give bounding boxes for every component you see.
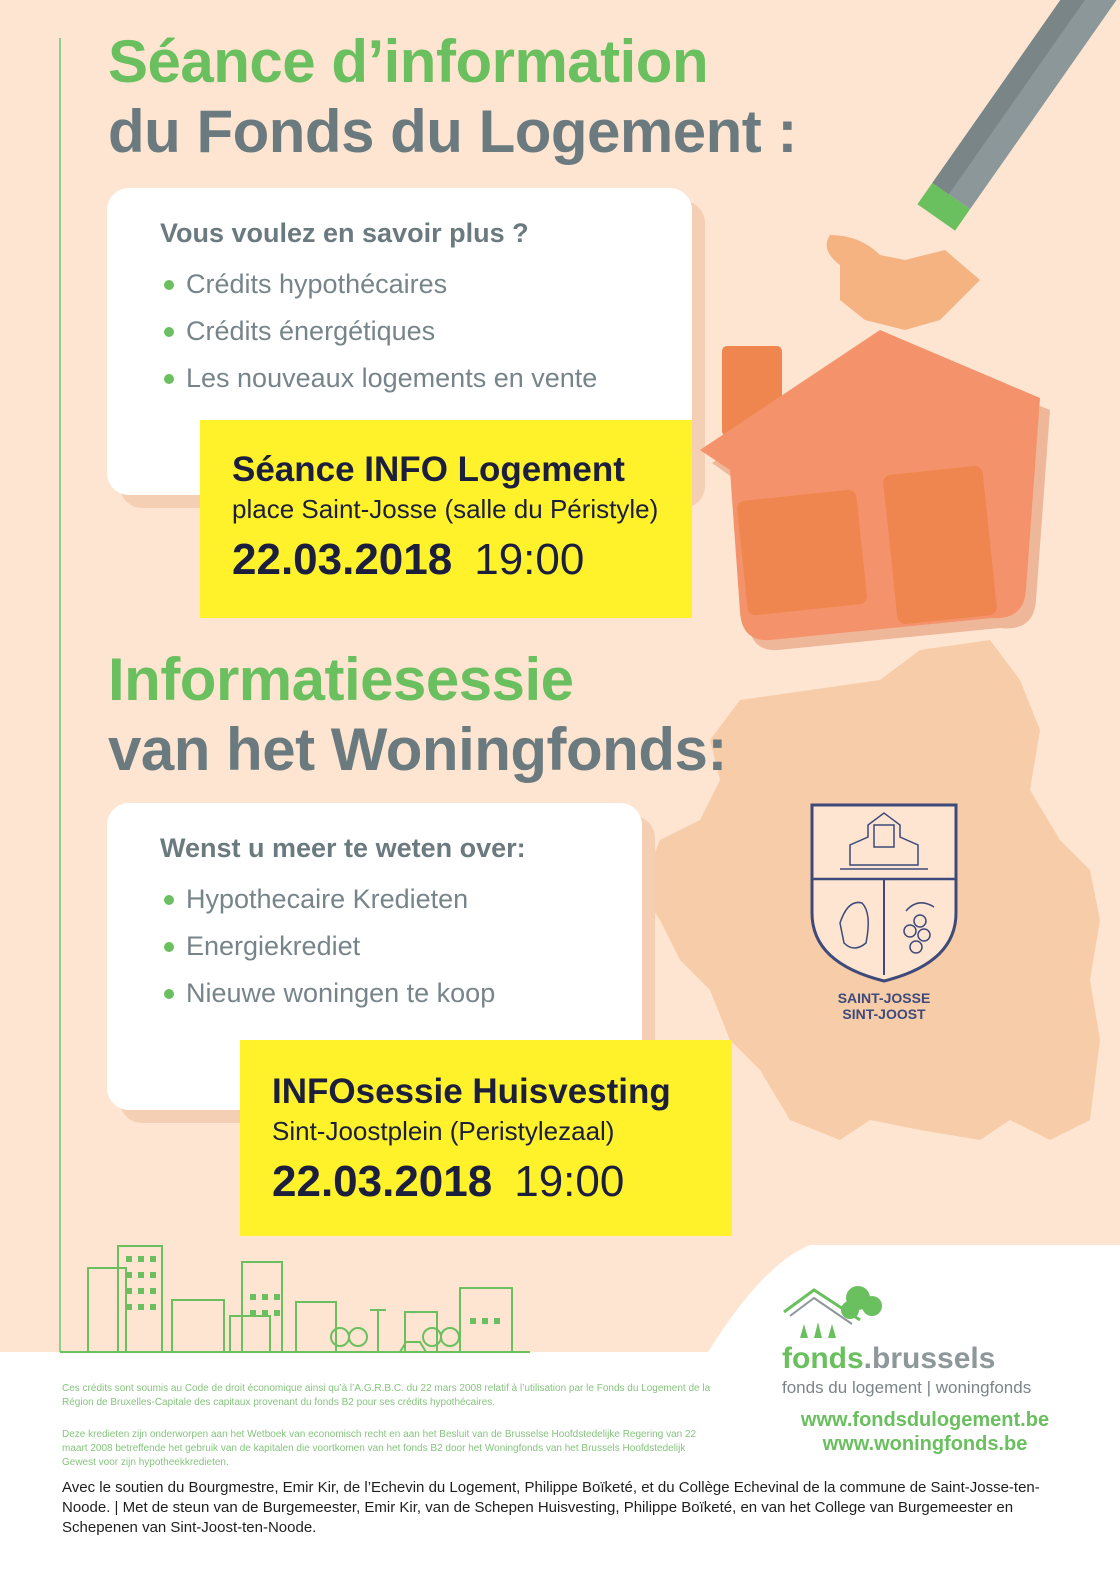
- coat-of-arms-label: [800, 990, 968, 1022]
- fr-session-place: place Saint-Josse (salle du Péristyle): [232, 494, 659, 524]
- list-item: Crédits énergétiques: [160, 316, 692, 363]
- list-item: Nieuwe woningen te koop: [160, 978, 642, 1025]
- nl-session-time: 19:00: [514, 1157, 625, 1206]
- brand-name-main: fonds: [782, 1342, 864, 1375]
- left-guide-line: [59, 38, 61, 1368]
- brand-name-dot: .: [863, 1342, 872, 1375]
- house-illustration: [690, 0, 1120, 680]
- city-skyline-illustration: [60, 1240, 530, 1355]
- fr-session-datetime: [232, 535, 692, 585]
- nl-title-line1: Informatiesessie: [108, 646, 574, 713]
- nl-title-line2: van het Woningfonds:: [108, 716, 727, 783]
- fr-session-date: 22.03.2018: [232, 535, 453, 584]
- fonds-brussels-logo-icon: [780, 1280, 890, 1350]
- fr-title-line2: du Fonds du Logement :: [108, 98, 797, 165]
- fr-session-time: 19:00: [474, 535, 585, 584]
- nl-session-place: Sint-Joostplein (Peristylezaal): [272, 1116, 615, 1146]
- url-fr-link[interactable]: www.fondsdulogement.be: [800, 1409, 1050, 1431]
- legal-text-fr: Ces crédits sont soumis au Code de droit économique ainsi qu’à l’A.G.R.B.C. du 22 mars 2008 relatif à l’utilisation par le Fonds du Logement de la Région de Bruxelles-Capitale des capitaux provenant du fonds B2 pour ses crédits hypothécaires.: [62, 1383, 711, 1408]
- legal-text-nl: Deze kredieten zijn onderworpen aan het Wetboek van economisch recht en aan het Besluit van de Brusselse Hoofdstedelijke Regering van 22 maart 2008 betreffende het gebruik van de kapitalen die voortkomen van het fonds B2 door het Woningfonds van het Brussels Hoofdstedelijk Gewest voor zijn hypotheekkredieten.: [62, 1429, 697, 1468]
- nl-session-title: INFOsessie Huisvesting: [272, 1072, 671, 1111]
- support-text: Avec le soutien du Bourgmestre, Emir Kir, de l’Echevin du Logement, Philippe Boïketé, et du Collège Echevinal de la commune de Saint-Josse-ten-Noode. | Met de steun van de Burgemeester, Emir Kir, van de Schepen Huisvesting, Philippe Boïketé, en van het College van Burgemeester en Schepenen van Sint-Joost-ten-Noode.: [62, 1479, 1040, 1536]
- coat-of-arms-icon: [810, 803, 958, 983]
- list-item: Les nouveaux logements en vente: [160, 363, 692, 410]
- list-item: Energiekrediet: [160, 931, 642, 978]
- fr-question: Vous voulez en savoir plus ?: [160, 218, 529, 248]
- coat-label-line2: SINT-JOOST: [842, 1006, 926, 1022]
- fr-session-box: [200, 420, 692, 618]
- coat-label-line1: SAINT-JOSSE: [837, 990, 931, 1006]
- nl-question: Wenst u meer te weten over:: [160, 833, 526, 863]
- nl-session-datetime: [272, 1157, 732, 1207]
- fr-item-list: [160, 269, 692, 410]
- list-item: Hypothecaire Kredieten: [160, 884, 642, 931]
- fr-title-line1: Séance d’information: [108, 28, 709, 95]
- url-nl-link[interactable]: www.woningfonds.be: [822, 1433, 1028, 1455]
- brand-subtitle: fonds du logement | woningfonds: [782, 1378, 1032, 1397]
- list-item: Crédits hypothécaires: [160, 269, 692, 316]
- nl-item-list: [160, 884, 642, 1025]
- nl-session-box: [240, 1040, 732, 1236]
- brand-name-suffix: brussels: [872, 1342, 996, 1375]
- nl-session-date: 22.03.2018: [272, 1157, 493, 1206]
- brand-name: [782, 1342, 995, 1376]
- fr-session-title: Séance INFO Logement: [232, 450, 625, 489]
